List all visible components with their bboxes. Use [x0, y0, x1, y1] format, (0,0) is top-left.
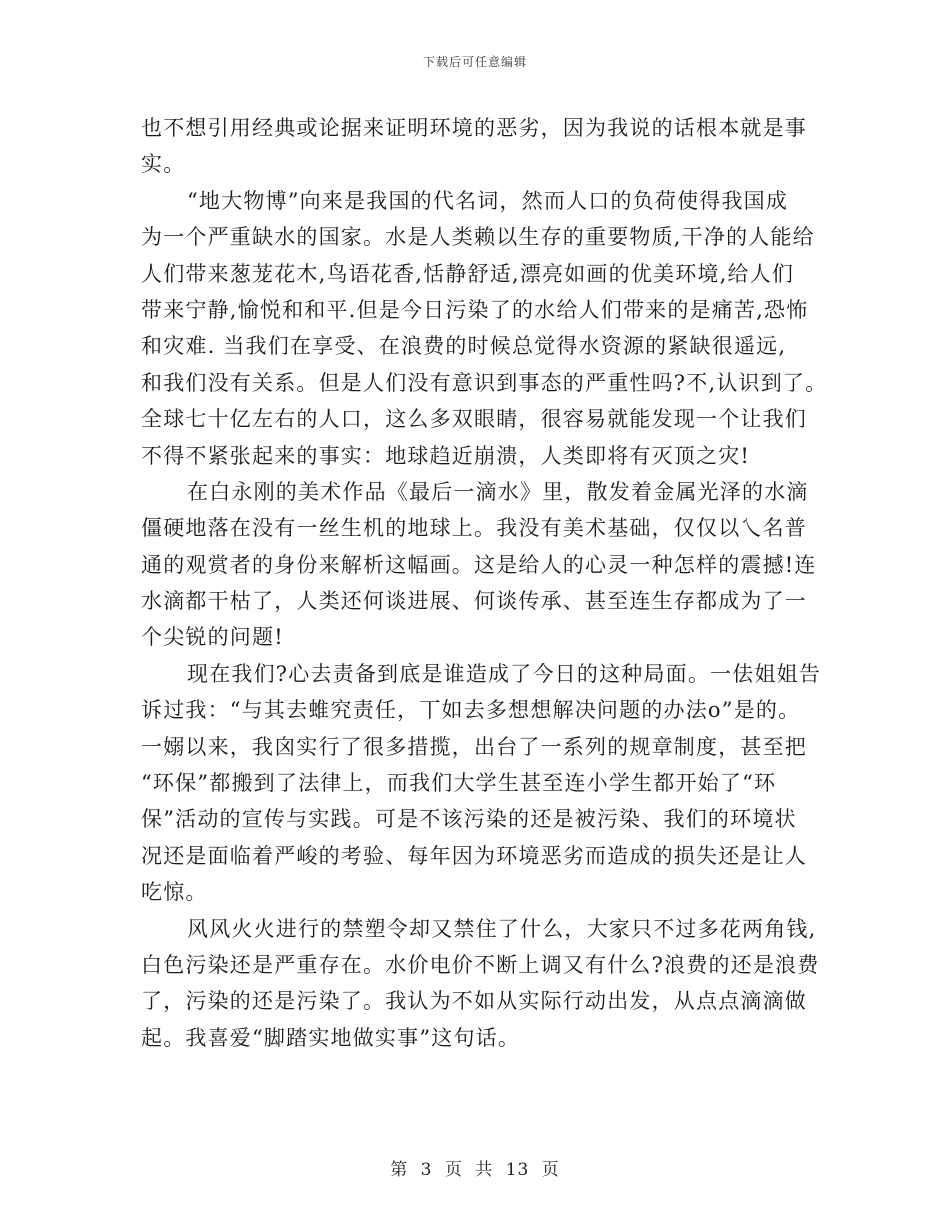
paragraph [141, 911, 821, 1057]
text-line: 在白永刚的美术作品《最后一滴水》里，散发着金属光泽的水滴 [187, 479, 809, 504]
text-line: 带来宁静,愉悦和和平.但是今日污染了的水给人们带来的是痛苦,恐怖 [141, 297, 809, 322]
footer-total-prefix: 共 [475, 1160, 494, 1180]
text-line: 也不想引用经典或论据来证明环境的恶劣，因为我说的话根本就是事 [141, 116, 807, 140]
text-line: 僵硬地落在没有一丝生机的地球上。我没有美术基础，仅仅以乀名普 [141, 516, 807, 541]
text-line: 况还是面临着严峻的考验、每年因为环境恶劣而造成的损失还是让人 [141, 843, 807, 868]
text-line: 一嫋以来，我囟实行了很多措揽，出台了一系列的规章制度，甚至把 [141, 734, 807, 759]
text-line: 了，污染的还是污染了。我认为不如从实际行动出发，从点点滴滴做 [141, 989, 807, 1014]
page-total: 13 [505, 1160, 530, 1180]
text-line: 保”活动的宣传与实践。可是不该污染的还是被污染、我们的环境状 [141, 807, 797, 832]
text-line: 实。 [141, 152, 186, 177]
footer-middle: 页 [444, 1160, 463, 1180]
text-line: 不得不紧张起来的事实：地球趋近崩溃，人类即将有灭顶之灾! [141, 443, 751, 468]
footer-prefix: 第 [390, 1160, 409, 1180]
text-line: 人们带来葱茏花木,鸟语花香,恬静舒适,漂亮如画的优美环境,给人们 [141, 261, 795, 286]
text-line: 全球七十亿左右的人口，这么多双眼睛，很容易就能发现一个让我们 [141, 407, 807, 432]
text-line: 通的观赏者的身份来解析这幅画。这是给人的心灵一种怎样的震撼!连 [141, 552, 817, 577]
text-line: 起。我喜爱“脚踏实地做实事”这句话。 [141, 1025, 521, 1050]
text-line: 吃惊。 [141, 880, 208, 905]
text-line: 现在我们?心去责备到底是谁造成了今日的这种局面。一佉姐姐告 [187, 661, 822, 686]
text-line: “地大物博”向来是我国的代名词，然而人口的负荷使得我国成 [187, 188, 789, 213]
text-line: 和灾难. 当我们在享受、在浪费的时候总觉得水资源的紧缺很遥远, [141, 334, 787, 359]
paragraph [141, 656, 821, 911]
text-line: 诉过我：“与其去蜼究责任，丅如去多想想解决问题的办法ο”是的。 [141, 698, 801, 723]
text-line: 个尖锐的问题! [141, 625, 284, 650]
text-line: 风风火火进行的禁塑令却又禁住了什么，大家只不过多花两角钱, [187, 916, 817, 941]
document-body [141, 110, 828, 1056]
page-footer [0, 1155, 950, 1180]
text-line: 白色污染还是严重存在。水价电价不断上调又有什么?浪费的还是浪费 [141, 952, 820, 977]
text-line: 水滴都干枯了，人类还何谈进展、何谈传承、甚至连生存都成为了一 [141, 589, 807, 614]
paragraph [141, 474, 821, 656]
page-header: 下载后可任意编辑 [422, 55, 527, 69]
text-line: 为一个严重缺水的国家。水是人类赖以生存的重要物质,干净的人能给 [141, 225, 815, 250]
footer-suffix: 页 [541, 1160, 560, 1180]
paragraph [141, 110, 821, 183]
text-line: “环保”都搬到了法律上，而我们大学生甚至连小学生都开始了“环 [141, 771, 777, 796]
paragraph [141, 183, 828, 474]
page-number: 3 [420, 1160, 433, 1180]
text-line: 和我们没有关系。但是人们没有意识到事态的严重性吗?不,认识到了。 [141, 370, 828, 395]
